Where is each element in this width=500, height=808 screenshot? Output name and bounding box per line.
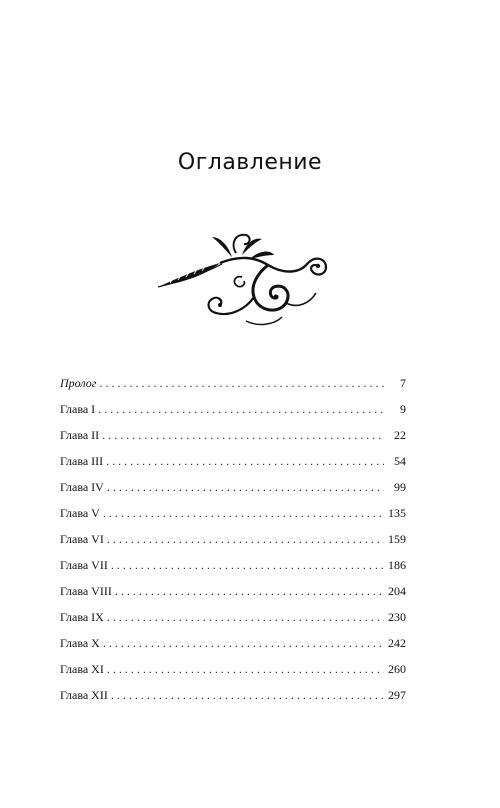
toc-entry-page-number: 7 (400, 376, 406, 390)
toc-entry-page-number: 22 (394, 428, 406, 442)
toc-entry-page-number: 230 (388, 610, 406, 624)
toc-entry[interactable] (60, 448, 406, 474)
dot-leader (99, 370, 384, 396)
toc-entry-page-number: 135 (388, 506, 406, 520)
toc-entry[interactable] (60, 396, 406, 422)
dot-leader (98, 396, 384, 422)
toc-entry-title: Глава X (60, 636, 100, 650)
dot-leader (111, 682, 384, 708)
toc-entry-title: Глава VIII (60, 584, 112, 598)
dot-leader (106, 448, 384, 474)
toc-entry-page-number: 186 (388, 558, 406, 572)
toc-entry-page-number: 159 (388, 532, 406, 546)
toc-entry-title: Глава XII (60, 688, 108, 702)
toc-entry[interactable] (60, 474, 406, 500)
toc-entry[interactable] (60, 682, 406, 708)
toc-entry-title: Глава II (60, 428, 100, 442)
dot-leader (107, 656, 384, 682)
toc-entry-title: Глава III (60, 454, 104, 468)
dot-leader (102, 422, 384, 448)
dot-leader (103, 630, 384, 656)
toc-entry-page-number: 242 (388, 636, 406, 650)
floral-flourish-icon (150, 225, 350, 335)
toc-entry[interactable] (60, 422, 406, 448)
dot-leader (103, 500, 384, 526)
dot-leader (115, 578, 384, 604)
dot-leader (107, 526, 384, 552)
toc-entry-title: Глава XI (60, 662, 104, 676)
toc-entry-title: Глава I (60, 402, 96, 416)
toc-entry[interactable] (60, 552, 406, 578)
toc-entry-page-number: 297 (388, 688, 406, 702)
toc-entry-page-number: 260 (388, 662, 406, 676)
toc-entry-title: Глава IV (60, 480, 104, 494)
toc-entry[interactable] (60, 604, 406, 630)
toc-entry-title: Глава VII (60, 558, 108, 572)
dot-leader (107, 474, 384, 500)
toc-entry[interactable] (60, 578, 406, 604)
toc-entry[interactable] (60, 630, 406, 656)
toc-entry[interactable] (60, 656, 406, 682)
toc-entry-title: Глава VI (60, 532, 104, 546)
toc-entry-page-number: 99 (394, 480, 406, 494)
toc-entry[interactable] (60, 500, 406, 526)
toc-entry-title: Глава IX (60, 610, 104, 624)
toc-entry[interactable] (60, 370, 406, 396)
toc-entry-page-number: 54 (394, 454, 406, 468)
toc-entry[interactable] (60, 526, 406, 552)
toc-entry-title: Пролог (60, 376, 97, 390)
toc-entry-page-number: 204 (388, 584, 406, 598)
toc-entry-page-number: 9 (400, 402, 406, 416)
dot-leader (107, 604, 384, 630)
dot-leader (111, 552, 384, 578)
table-of-contents (60, 370, 406, 708)
page-title: Оглавление (177, 150, 323, 175)
toc-entry-title: Глава V (60, 506, 100, 520)
